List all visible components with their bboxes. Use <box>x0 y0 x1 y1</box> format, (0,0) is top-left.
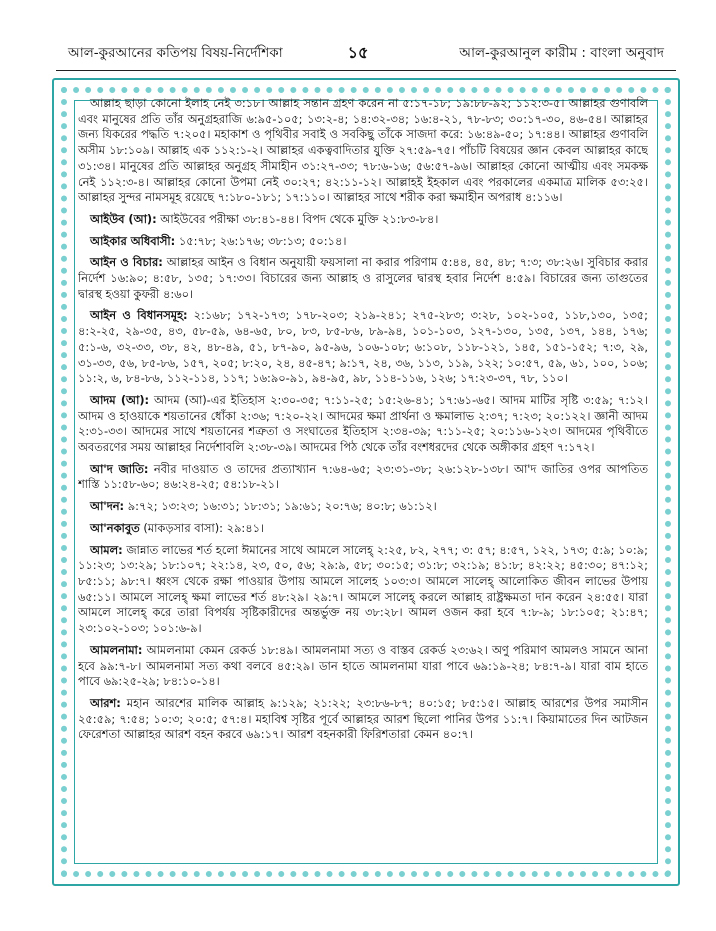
entry-text: আল্লাহ ছাড়া কোনো ইলাহ নেই ৩:১৮। আল্লাহ সন্তান গ্রহণ করেন না ৫:১৭-১৮; ১৯:৮৮-৯২; ১১২:৩-৫। আল্লাহর গুণাবলি এবং মানুষের প্রতি তাঁর অনুগ্রহরাজি ৬:৯৫-১০৫; ১৩:২-৪; ১৪:৩২-৩৪; ১৬:৪-২১, ৭৮-৮৩; ৩০:১৭-৩০, ৪৬-৫৪। আল্লাহর জন্য যিকরের পদ্ধতি ৭:২০৫। মহাকাশ ও পৃথিবীর সবাই ও সবকিছু তাঁকে সাজদা করে: ১৬:৪৯-৫০; ১৭:৪৪। আল্লাহর গুণাবলি অসীম ১৮:১০৯। আল্লাহ এক ১১২:১-২। আল্লাহর একত্ববাদিতার যুক্তি ২৭:৫৯-৭৫। পাঁচটি বিষয়ের জ্ঞান কেবল আল্লাহর কাছে ৩১:৩৪। মানুষের প্রতি আল্লাহর অনুগ্রহ সীমাহীন ৩১:২৭-৩৩; ৭৮:৬-১৬; ৫৬:৫৭-৯৬। আল্লাহর কোনো আত্মীয় এবং সমকক্ষ নেই ১১২:৩-৪। আল্লাহর কোনো উপমা নেই ৩০:২৭; ৪২:১১-১২। আল্লাহই ইহকাল এবং পরকালের একমাত্র মালিক ৫৩:২৫। আল্লাহর সুন্দর নামসমূহ রয়েছে ৭:১৮০-১৮১; ১৭:১১০। আল্লাহর সাথে শরীক করা ক্ষমাহীন অপরাধ ৪:১১৬। <box>78 96 648 205</box>
entry-text: আমলনামা কেমন রেকর্ড ১৮:৪৯। আমলনামা সত্য ও বাস্তব রেকর্ড ২৩:৬২। অণু পরিমাণ আমলও সামনে আনা হবে ৯৯:৭-৮। আমলনামা সত্য কথা বলবে ৪৫:২৯। ডান হাতে আমলনামা যারা পাবে ৬৯:১৯-২৪; ৮৪:৭-৯। যারা বাম হাতে পাবে ৬৯:২৫-২৯; ৮৪:১০-১৪। <box>78 642 648 689</box>
header-right-title: আল-কুরআনুল কারীম : বাংলা অনুবাদ <box>459 45 664 61</box>
header-left-title: আল-কুরআনের কতিপয় বিষয়-নির্দেশিকা <box>68 45 283 61</box>
index-entry <box>78 96 648 206</box>
index-entry <box>78 462 648 493</box>
entry-text: ৯:৭২; ১৩:২৩; ১৬:৩১; ১৮:৩১; ১৯:৬১; ২০:৭৬; ৪০:৮; ৬১:১২। <box>124 499 437 514</box>
entry-term: আমলনামা: <box>90 642 143 657</box>
entry-text: আদম (আ)-এর ইতিহাস ২:৩০-৩৫; ৭:১১-২৫; ১৫:২৬-৪১; ১৭:৬১-৬৫। আদম মাটির সৃষ্টি ৩:৫৯; ৭:১২। আদম ও হাওয়াকে শয়তানের ধোঁকা ২:৩৬; ৭:২০-২২। আদমের ক্ষমা প্রার্থনা ও ক্ষমালাভ ২:৩৭; ৭:২৩; ২০:১২২। জ্ঞানী আদম ২:৩১-৩৩। আদমের সাথে শয়তানের শত্রুতা ও সংঘাতের ইতিহাস ২:৩৪-৩৯; ৭:১১-২৫; ২০:১১৬-১২৩। আদমের পৃথিবীতে অবতরণের সময় আল্লাহর নির্দেশাবলি ২:৩৮-৩৯। আদমের পিঠ থেকে তাঁর বংশধরদের থেকে অঙ্গীকার গ্রহণ ৭:১৭২। <box>78 392 648 455</box>
page-number: ১৫ <box>347 43 369 62</box>
index-entry <box>78 308 648 387</box>
entry-text: জান্নাত লাভের শর্ত হলো ঈমানের সাথে আমলে সালেহ্‌ ২:২৫, ৮২, ২৭৭; ৩: ৫৭; ৪:৫৭, ১২২, ১৭৩; ৫:৯; ১০:৯; ১১:২৩; ১৩:২৯; ১৮:১০৭; ২২:১৪, ২৩, ৫০, ৫৬; ২৯:৯, ৫৮; ৩০:১৫; ৩১:৮; ৩২:১৯; ৪১:৮; ৪২:২২; ৪৫:৩০; ৪৭:১২; ৮৫:১১; ৯৮:৭। ধ্বংস থেকে রক্ষা পাওয়ার উপায় আমলে সালেহ ১০৩:৩। আমলে সালেহ্‌ আলোকিত জীবন লাভের উপায় ৬৫:১১। আমলে সালেহ্‌ ক্ষমা লাভের শর্ত ৪৮:২৯। ২৯:৭। আমলে সালেহ্‌ করলে আল্লাহ রাষ্ট্রক্ষমতা দান করেন ২৪:৫৫। যারা আমলে সালেহ্‌ করে তারা বিপর্যয় সৃষ্টিকারীদের অন্তর্ভুক্ত নয় ৩৮:২৮। আমল ওজন করা হবে ৭:৮-৯; ১৮:১০৫; ২১:৪৭; ২৩:১০২-১০৩; ১০১:৬-৯। <box>78 542 648 636</box>
entry-term: আ'দ জাতি: <box>90 461 149 476</box>
entry-text: নবীর দাওয়াত ও তাদের প্রত্যাখ্যান ৭:৬৪-৬৫; ২৩:৩১-৩৮; ২৬:১২৮-১৩৮। আ'দ জাতির ওপর আপতিত শাস্তি ১১:৫৮-৬০; ৪৬:২৪-২৫; ৫৪:১৮-২১। <box>78 461 648 492</box>
index-entry <box>78 234 648 250</box>
header-rule <box>56 70 676 71</box>
index-entry <box>78 499 648 515</box>
entry-term: আ'দন: <box>90 499 125 514</box>
index-entry <box>78 696 648 743</box>
index-entry <box>78 521 648 537</box>
index-entry <box>78 393 648 456</box>
entry-text: আল্লাহর আইন ও বিধান অনুযায়ী ফয়সালা না করার পরিণাম ৫:৪৪, ৪৫, ৪৮; ৭:৩; ৩৮:২৬। সুবিচার করার নির্দেশ ১৬:৯০; ৪:৫৮, ১৩৫; ১৭:৩৩। বিচারের জন্য আল্লাহ ও রাসুলের দ্বারস্থ হবার নির্দেশ ৪:৫৯। বিচারের জন্য তাগুতের দ্বারস্থ হওয়া কুফরী ৪:৬০। <box>78 255 648 301</box>
entry-text: ২:১৬৮; ১৭২-১৭৩; ১৭৮-২০৩; ২১৯-২৪১; ২৭৫-২৮৩; ৩:২৮, ১০২-১০৫, ১১৮,১৩০, ১৩৫; ৪:২-২৫, ২৯-৩৫, ৪৩, ৫৮-৫৯, ৬৪-৬৫, ৮০, ৮৩, ৮৫-৮৬, ৮৯-৯৪, ১০১-১০৩, ১২৭-১৩০, ১৩৫, ১৩৭, ১৪৪, ১৭৬; ৫:১-৬, ৩২-৩৩, ৩৮, ৪২, ৪৮-৪৯, ৫১, ৮৭-৯০, ৯৫-৯৬, ১০৬-১০৮; ৬:১০৮, ১১৮-১২১, ১৪৫, ১৫১-১৫২; ৭:৩, ২৯, ৩১-৩৩, ৫৬, ৮৫-৮৬, ১৫৭, ২০৫; ৮:২০, ২৪, ৪৫-৪৭; ৯:১৭, ২৪, ৩৬, ১১৩, ১১৯, ১২২; ১০:৫৭, ৫৯, ৬১, ১০০, ১০৬; ১১:২, ৬, ৮৪-৮৬, ১১২-১১৪, ১১৭; ১৬:৯০-৯১, ৯৪-৯৫, ৯৮, ১১৪-১১৬, ১২৬; ১৭:২৩-৩৭, ৭৮, ১১০। <box>78 308 648 386</box>
index-content <box>78 96 648 876</box>
entry-term: আ'নকাবুত <box>90 520 140 535</box>
entry-text: ১৫:৭৮; ২৬:১৭৬; ৩৮:১৩; ৫০:১৪। <box>175 233 347 248</box>
entry-text: আইউবের পরীক্ষা ৩৮:৪১-৪৪। বিপদ থেকে মুক্তি ২১:৮৩-৮৪। <box>156 211 439 226</box>
index-entry <box>78 643 648 690</box>
entry-text: মহান আরশের মালিক আল্লাহ ৯:১২৯; ২১:২২; ২৩:৮৬-৮৭; ৪০:১৫; ৮৫:১৫। আল্লাহ আরশের উপর সমাসীন ২৫:৫৯; ৭:৫৪; ১০:৩; ২০:৫; ৫৭:৪। মহাবিশ্ব সৃষ্টির পূর্বে আল্লাহর আরশ ছিলো পানির উপর ১১:৭। কিয়ামাতের দিন আটজন ফেরেশতা আল্লাহর আরশ বহন করবে ৬৯:১৭। আরশ বহনকারী ফিরিশতারা কেমন ৪০:৭। <box>78 695 648 742</box>
entry-term: আরশ: <box>90 695 121 710</box>
entry-term: আইকার অধিবাসী: <box>90 233 176 248</box>
entry-term: আমল: <box>90 542 123 557</box>
index-entry <box>78 212 648 228</box>
running-header <box>40 40 676 66</box>
entry-term: আইন ও বিধানসমূহ: <box>90 308 188 323</box>
index-entry <box>78 543 648 637</box>
entry-term: আইউব (আ): <box>90 211 157 226</box>
entry-text: (মাকড়সার বাসা): ২৯:৪১। <box>139 520 265 535</box>
index-entry <box>78 255 648 302</box>
entry-term: আইন ও বিচার: <box>90 255 163 270</box>
entry-term: আদম (আ): <box>90 392 150 407</box>
